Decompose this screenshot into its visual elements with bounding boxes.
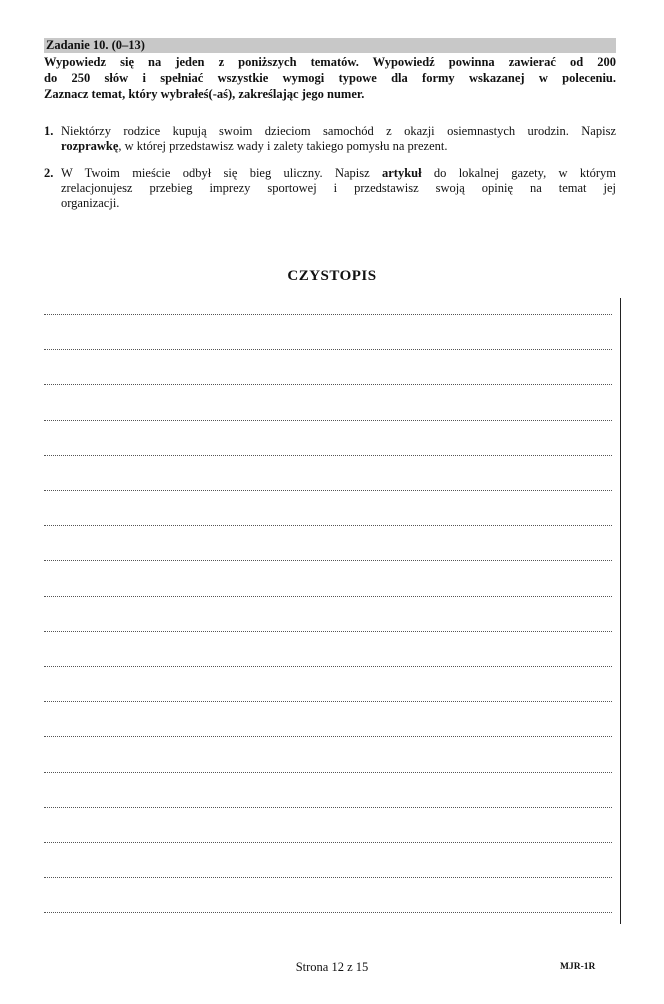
writing-line[interactable] [44,490,612,491]
topic-number-2[interactable]: 2. [44,166,54,180]
task-instructions [44,54,616,102]
instruction-line-1: Wypowiedz się na jeden z poniższych tematów. Wypowiedź powinna zawierać od 200 [44,55,616,69]
writing-line[interactable] [44,842,612,843]
topic-1-line-2-rest: , w której przedstawisz wady i zalety takiego pomysłu na prezent. [118,139,448,153]
writing-line[interactable] [44,631,612,632]
topic-1-line-1: Niektórzy rodzice kupują swoim dzieciom samochód z okazji osiemnastych urodzin. Napisz [61,124,616,138]
exam-code: MJR-1R [560,962,596,972]
topic-item-1 [44,124,616,154]
topic-1-line-2 [61,139,616,154]
topic-list [44,124,616,223]
topic-number-1[interactable]: 1. [44,124,54,138]
writing-line[interactable] [44,455,612,456]
margin-line [620,298,621,924]
writing-line[interactable] [44,525,612,526]
topic-2-line-2: zrelacjonujesz przebieg imprezy sportowej i przedstawisz swoją opinię na temat jej [61,181,616,195]
writing-line[interactable] [44,560,612,561]
writing-line[interactable] [44,666,612,667]
section-heading: CZYSTOPIS [287,268,377,284]
writing-line[interactable] [44,701,612,702]
writing-line[interactable] [44,349,612,350]
writing-line[interactable] [44,596,612,597]
topic-2-keyword: artykuł [381,166,422,180]
topic-2-line-1 [61,166,616,181]
writing-area[interactable] [44,302,612,912]
topic-2-line-1-start: W Twoim mieście odbył się bieg uliczny. Napisz [61,166,382,180]
writing-line[interactable] [44,314,612,315]
writing-line[interactable] [44,384,612,385]
instruction-line-2: do 250 słów i spełniać wszystkie wymogi typowe dla formy wskazanej w poleceniu. [44,71,616,85]
topic-2-line-3: organizacji. [61,196,120,210]
writing-line[interactable] [44,807,612,808]
task-header-bar [44,38,616,53]
topic-2-line-1-end: do lokalnej gazety, w którym [421,166,616,180]
writing-line[interactable] [44,420,612,421]
page-number: Strona 12 z 15 [295,960,369,974]
writing-line[interactable] [44,912,612,913]
topic-item-2 [44,166,616,211]
instruction-line-3: Zaznacz temat, który wybrałeś(-aś), zakreślając jego numer. [44,87,365,101]
writing-line[interactable] [44,772,612,773]
topic-1-keyword: rozprawkę [61,139,119,153]
task-title: Zadanie 10. (0–13) [46,38,145,52]
writing-line[interactable] [44,877,612,878]
writing-line[interactable] [44,736,612,737]
